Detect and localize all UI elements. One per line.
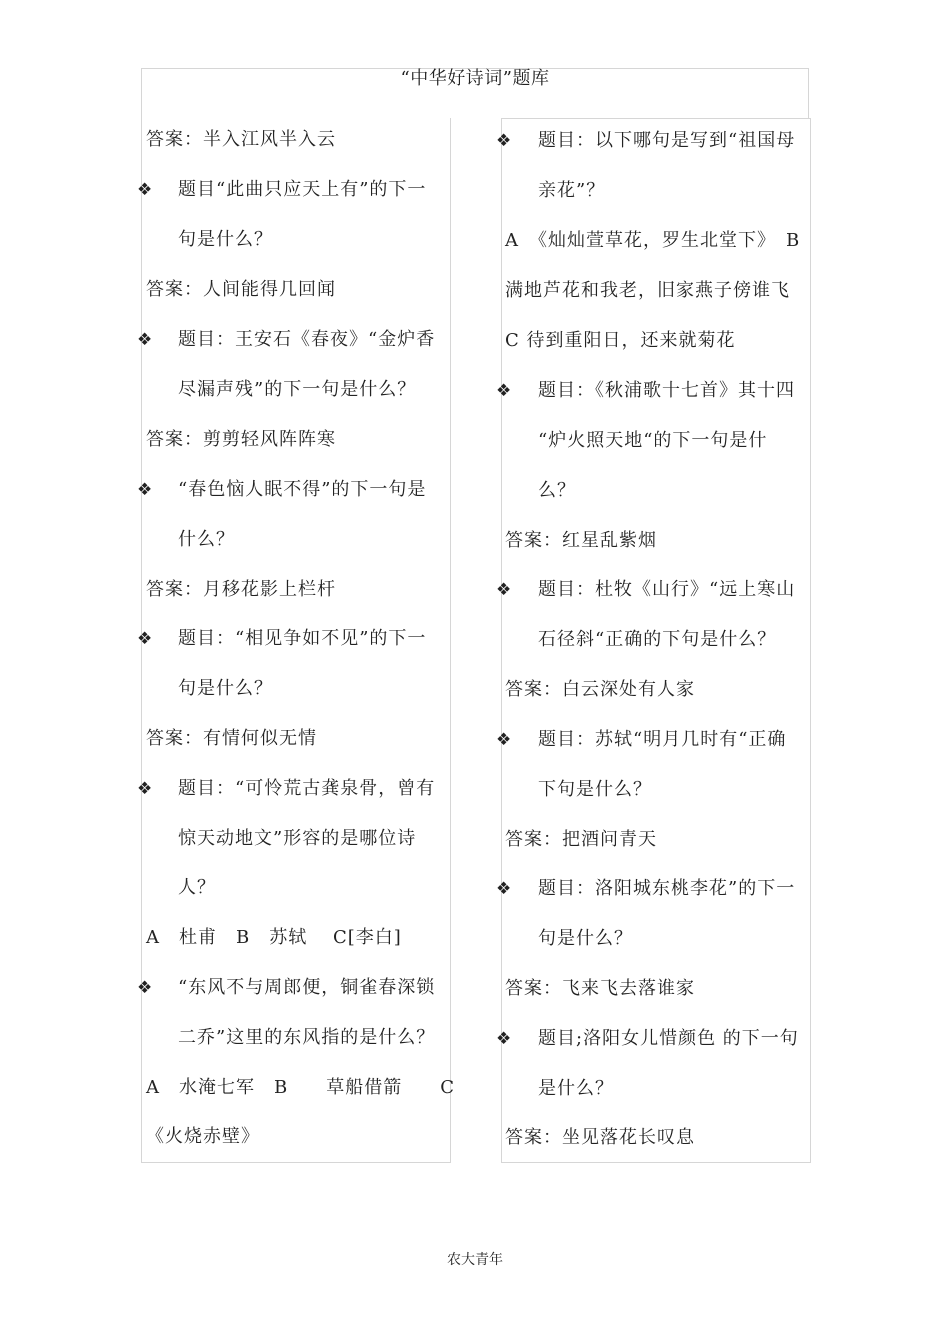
question-line: 人？ bbox=[178, 877, 216, 898]
question-line: 二乔”这里的东风指的是什么？ bbox=[178, 1027, 436, 1048]
bullet-icon: ❖ bbox=[137, 629, 154, 649]
question-line: “炉火照天地“的下一句是什 bbox=[538, 430, 768, 451]
page-footer: 农大青年 bbox=[447, 1252, 503, 1268]
answer-line: 答案：有情何似无情 bbox=[146, 728, 317, 749]
bullet-icon: ❖ bbox=[496, 730, 513, 750]
bullet-icon: ❖ bbox=[496, 131, 513, 151]
question-line: 下句是什么？ bbox=[538, 779, 652, 800]
question-line: 石径斜“正确的下句是什么？ bbox=[538, 629, 777, 650]
question-line: 惊天动地文”形容的是哪位诗 bbox=[178, 828, 417, 849]
question-line: 题目：《秋浦歌十七首》其十四 bbox=[538, 380, 795, 401]
question-line: 题目：以下哪句是写到“祖国母 bbox=[538, 130, 796, 151]
question-line: “春色恼人眠不得”的下一句是 bbox=[178, 479, 427, 500]
page-title: “中华好诗词”题库 bbox=[400, 68, 550, 89]
answer-line: 答案：人间能得几回闻 bbox=[146, 279, 336, 300]
options-line: A 水淹七军 B 草船借箭 C bbox=[146, 1077, 455, 1098]
bullet-icon: ❖ bbox=[137, 779, 154, 799]
answer-line: 答案：白云深处有人家 bbox=[505, 679, 695, 700]
options-line: 《火烧赤壁》 bbox=[146, 1126, 260, 1147]
answer-line: 答案：红星乱紫烟 bbox=[505, 530, 657, 551]
bullet-icon: ❖ bbox=[137, 330, 154, 350]
bullet-icon: ❖ bbox=[137, 180, 154, 200]
bullet-icon: ❖ bbox=[137, 978, 154, 998]
answer-line: 答案：飞来飞去落谁家 bbox=[505, 978, 695, 999]
question-line: 题目：“相见争如不见”的下一 bbox=[178, 628, 427, 649]
question-line: 句是什么？ bbox=[178, 229, 273, 250]
answer-line: 答案：月移花影上栏杆 bbox=[146, 579, 336, 600]
options-line: C 待到重阳日，还来就菊花 bbox=[505, 330, 736, 351]
bullet-icon: ❖ bbox=[496, 580, 513, 600]
options-line: A 杜甫 B 苏轼 C[李白] bbox=[146, 927, 402, 948]
options-line: 满地芦花和我老，旧家燕子傍谁飞 bbox=[505, 280, 790, 301]
options-line: A 《灿灿萱草花，罗生北堂下》 B bbox=[505, 230, 801, 251]
bullet-icon: ❖ bbox=[496, 381, 513, 401]
question-line: 句是什么？ bbox=[538, 928, 633, 949]
question-line: 题目：杜牧《山行》“远上寒山 bbox=[538, 579, 796, 600]
question-line: 题目：王安石《春夜》“金炉香 bbox=[178, 329, 436, 350]
question-line: 句是什么？ bbox=[178, 678, 273, 699]
question-line: 什么？ bbox=[178, 529, 235, 550]
bullet-icon: ❖ bbox=[496, 1029, 513, 1049]
question-line: 亲花”？ bbox=[538, 180, 606, 201]
question-line: 题目“此曲只应天上有”的下一 bbox=[178, 179, 427, 200]
answer-line: 答案：半入江风半入云 bbox=[146, 129, 336, 150]
question-line: 题目：洛阳城东桃李花”的下一 bbox=[538, 878, 796, 899]
question-line: 尽漏声残”的下一句是什么？ bbox=[178, 379, 417, 400]
answer-line: 答案：剪剪轻风阵阵寒 bbox=[146, 429, 336, 450]
question-line: 么？ bbox=[538, 480, 576, 501]
bullet-icon: ❖ bbox=[496, 879, 513, 899]
question-line: 题目：苏轼“明月几时有“正确 bbox=[538, 729, 787, 750]
answer-line: 答案：坐见落花长叹息 bbox=[505, 1127, 695, 1148]
bullet-icon: ❖ bbox=[137, 480, 154, 500]
answer-line: 答案：把酒问青天 bbox=[505, 829, 657, 850]
left-column bbox=[137, 118, 455, 1163]
question-line: 是什么？ bbox=[538, 1078, 614, 1099]
question-line: “东风不与周郎便，铜雀春深锁 bbox=[178, 977, 436, 998]
question-line: 题目：“可怜荒古龚泉骨，曾有 bbox=[178, 778, 436, 799]
right-column bbox=[496, 118, 811, 1163]
question-line: 题目;洛阳女儿惜颜色 的下一句 bbox=[538, 1028, 799, 1049]
